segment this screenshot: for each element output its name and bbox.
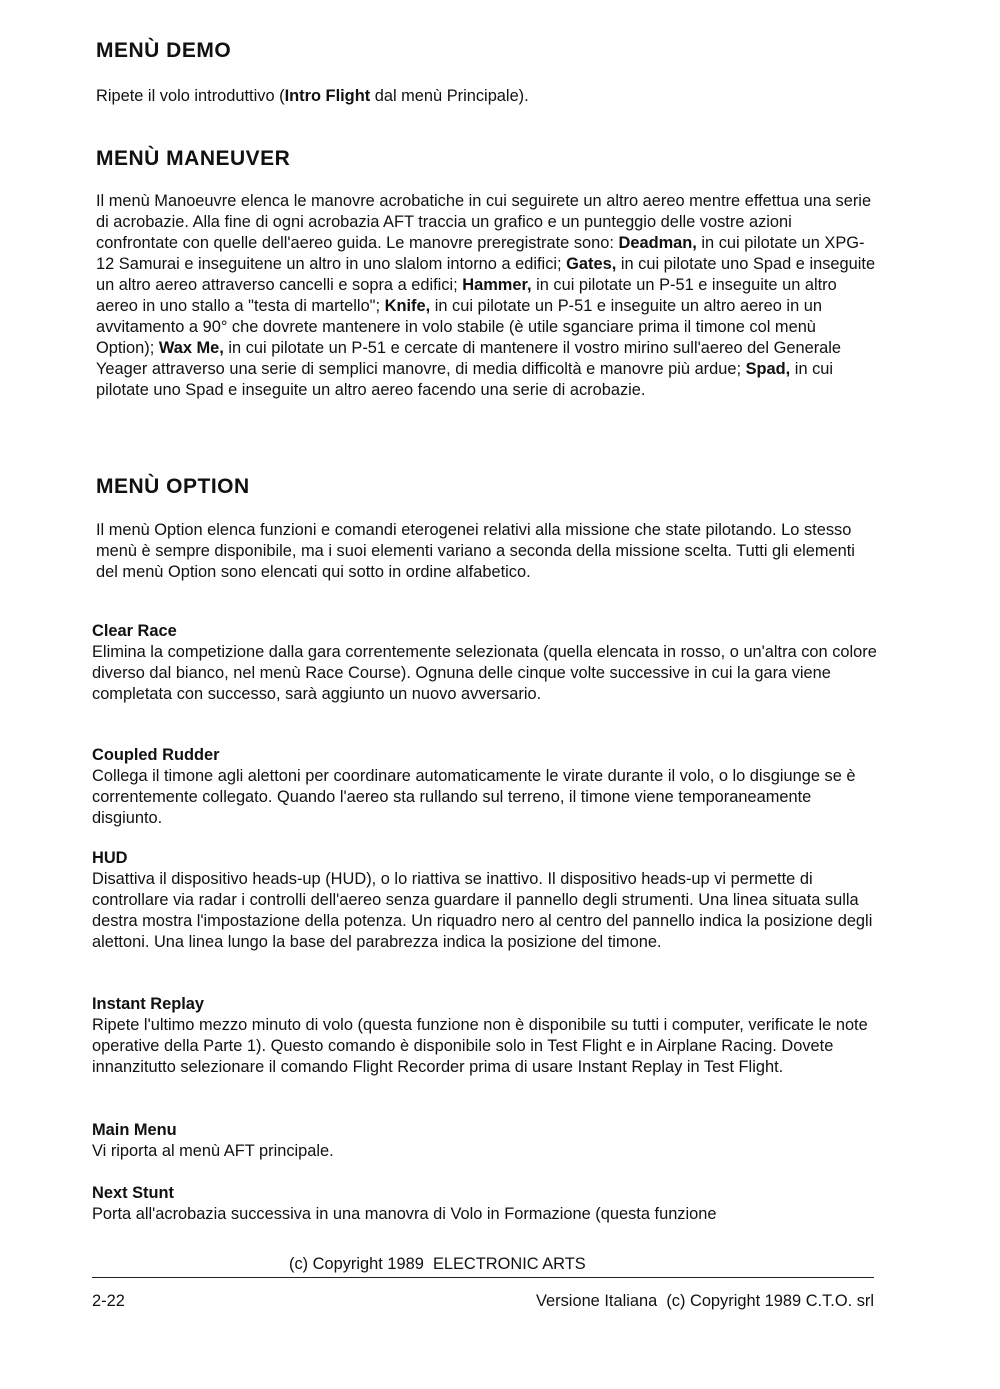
maneuver-term-wax-me: Wax Me, xyxy=(158,339,224,357)
entry-description: Vi riporta al menù AFT principale. xyxy=(92,1142,334,1160)
section-title-demo: MENÙ DEMO xyxy=(96,39,232,62)
maneuver-text-part: in cui pilotate uno Spad e inseguite un altro aereo facendo una serie di acrobazie. xyxy=(96,360,834,399)
option-entry-clear-race xyxy=(92,621,877,705)
entry-description: Ripete l'ultimo mezzo minuto di volo (questa funzione non è disponibile su tutti i computer, verificate le note operative della Parte 1). Questo comando è disponibile solo in Test Flight e in Airplane Racing. Dovete innanzitutto selezionare il comando Flight Recorder prima di usare Instant Replay in Test Flight. xyxy=(92,1016,868,1076)
section-option xyxy=(96,474,876,583)
option-entry-next-stunt xyxy=(92,1183,877,1225)
section-demo xyxy=(96,38,876,107)
maneuver-term-gates: Gates, xyxy=(566,255,617,273)
footer-version: Versione Italiana (c) Copyright 1989 C.T.O. srl xyxy=(536,1292,874,1310)
entry-term: Next Stunt xyxy=(92,1184,174,1202)
maneuver-text xyxy=(96,191,876,401)
demo-text xyxy=(96,86,876,107)
footer-copyright-ea: (c) Copyright 1989 ELECTRONIC ARTS xyxy=(289,1255,586,1273)
entry-description: Disattiva il dispositivo heads-up (HUD), o lo riattiva se inattivo. Il dispositivo heads-up vi permette di controllare via radar i controlli dell'aereo senza guardare il pannello degli strumenti. Una linea situata sulla destra mostra l'impostazione della potenza. Un riquadro nero al centro del pannello indica la posizione degli alettoni. Una linea lungo la base del parabrezza indica la posizione del timone. xyxy=(92,870,873,951)
option-entry-instant-replay xyxy=(92,994,877,1078)
maneuver-term-knife: Knife, xyxy=(384,297,431,315)
maneuver-text-part: in cui pilotate uno Spad e inseguite un altro aereo attraverso cancelli e sopra a edifici; xyxy=(96,255,876,294)
option-entry-hud xyxy=(92,848,877,953)
section-title-option: MENÙ OPTION xyxy=(96,475,250,498)
option-entry-coupled-rudder xyxy=(92,745,877,829)
maneuver-text-part: in cui pilotate un P-51 e cercate di mantenere il vostro mirino sull'aereo del Generale Yeager attraverso una serie di semplici manovre, di media difficoltà e manovre più ardue; xyxy=(96,339,842,378)
maneuver-text-part: in cui pilotate un P-51 e inseguite un altro aereo in un avvitamento a 90° che dovrete mantenere in volo stabile (è utile sganciare prima il timone col menù Option); xyxy=(96,297,822,357)
maneuver-term-spad: Spad, xyxy=(745,360,791,378)
entry-description: Porta all'acrobazia successiva in una manovra di Volo in Formazione (questa funzione xyxy=(92,1205,717,1223)
demo-text-part: dal menù Principale). xyxy=(370,87,529,105)
footer-divider xyxy=(92,1277,874,1278)
entry-description: Collega il timone agli alettoni per coordinare automaticamente le virate durante il volo, o lo disgiunge se è correntemente collegato. Quando l'aereo sta rullando sul terreno, il timone viene temporaneamente disgiunto. xyxy=(92,767,856,827)
section-maneuver xyxy=(96,146,876,401)
demo-text-part: Ripete il volo introduttivo ( xyxy=(96,87,285,105)
maneuver-term-deadman: Deadman, xyxy=(618,234,697,252)
entry-term: Main Menu xyxy=(92,1121,177,1139)
section-title-maneuver: MENÙ MANEUVER xyxy=(96,147,291,170)
entry-description: Elimina la competizione dalla gara correntemente selezionata (quella elencata in rosso, o un'altra con colore diverso dal bianco, nel menù Race Course). Ognuna delle cinque volte successive in cui la gara viene completata con successo, sarà aggiunto un nuovo avversario. xyxy=(92,643,877,703)
page-number: 2-22 xyxy=(92,1292,125,1310)
option-entry-main-menu xyxy=(92,1120,877,1162)
entry-term: Instant Replay xyxy=(92,995,205,1013)
entry-term: Clear Race xyxy=(92,622,177,640)
entry-term: Coupled Rudder xyxy=(92,746,220,764)
maneuver-term-hammer: Hammer, xyxy=(462,276,532,294)
maneuver-text-part: in cui pilotate un XPG-12 Samurai e inseguitene un altro in uno slalom intorno a edifici; xyxy=(96,234,865,273)
option-intro: Il menù Option elenca funzioni e comandi eterogenei relativi alla missione che state pilotando. Lo stesso menù è sempre disponibile, ma i suoi elementi variano a seconda della missione scelta. Tutti gli elementi del menù Option sono elencati qui sotto in ordine alfabetico. xyxy=(96,521,855,581)
demo-bold-term: Intro Flight xyxy=(284,87,371,105)
maneuver-text-part: Il menù Manoeuvre elenca le manovre acrobatiche in cui seguirete un altro aereo mentre effettua una serie di acrobazie. Alla fine di ogni acrobazia AFT traccia un grafico e un punteggio delle vostre azioni confrontate con quelle dell'aereo guida. Le manovre preregistrate sono: xyxy=(96,192,872,252)
maneuver-text-part: in cui pilotate un P-51 e inseguite un altro aereo in uno stallo a "testa di martello"; xyxy=(96,276,837,315)
entry-term: HUD xyxy=(92,849,128,867)
